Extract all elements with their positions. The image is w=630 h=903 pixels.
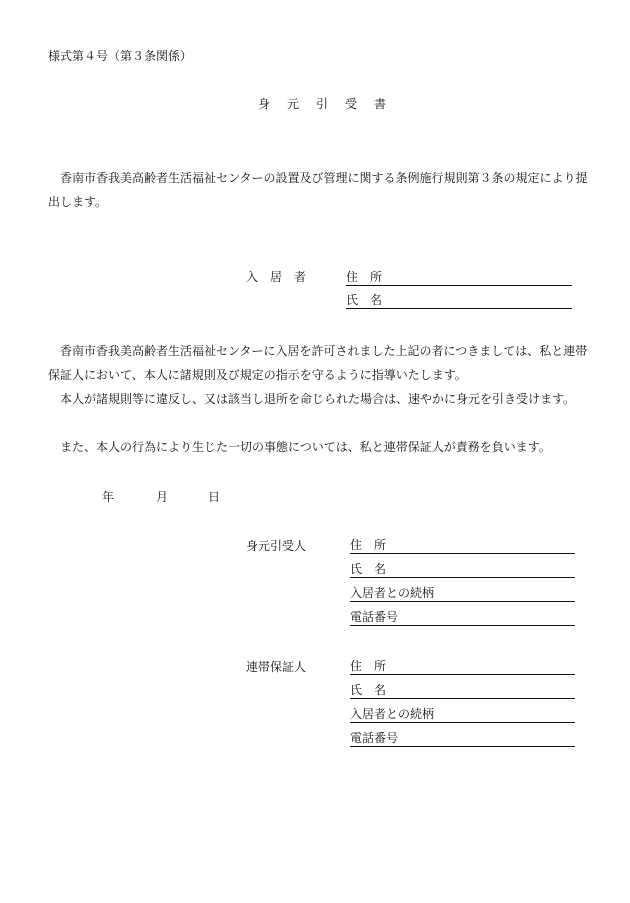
guarantor-label: 身元引受人 — [246, 539, 307, 553]
resident-label: 入 居 者 — [246, 270, 307, 284]
guarantor-address-field[interactable] — [350, 537, 575, 554]
joint-guarantor-name-field[interactable] — [350, 682, 575, 699]
date-day[interactable]: 日 — [208, 490, 221, 504]
resident-name-label: 氏 名 — [346, 293, 383, 307]
guarantor-relation-label: 入居者との続柄 — [350, 586, 435, 600]
joint-guarantor-address-label: 住 所 — [350, 659, 387, 673]
joint-guarantor-name-label: 氏 名 — [350, 683, 387, 697]
resident-name-field[interactable] — [346, 292, 572, 309]
body-paragraph-2: 本人が諸規則等に違反し、又は該当し退所を命じられた場合は、速やかに身元を引き受けます。 — [60, 392, 576, 406]
body-paragraph-3: また、本人の行為により生じた一切の事態については、私と連帯保証人が責務を負います。 — [60, 440, 551, 454]
joint-guarantor-relation-label: 入居者との続柄 — [350, 707, 435, 721]
guarantor-phone-label: 電話番号 — [350, 610, 399, 624]
guarantor-name-label: 氏 名 — [350, 562, 387, 576]
guarantor-name-field[interactable] — [350, 561, 575, 578]
intro-paragraph: 香南市香我美高齢者生活福祉センターの設置及び管理に関する条例施行規則第３条の規定により提出します。 — [48, 171, 588, 209]
body-paragraph-1: 香南市香我美高齢者生活福祉センターに入居を許可されました上記の者につきましては、私と連帯保証人において、本人に諸規則及び規定の指示を守るように指導いたします。 — [48, 344, 588, 382]
joint-guarantor-phone-label: 電話番号 — [350, 731, 399, 745]
date-month[interactable]: 月 — [156, 490, 169, 504]
form-number: 様式第４号（第３条関係） — [48, 49, 193, 63]
joint-guarantor-label: 連帯保証人 — [246, 660, 307, 674]
resident-address-field[interactable] — [346, 269, 572, 286]
guarantor-phone-field[interactable] — [350, 609, 575, 626]
guarantor-relation-field[interactable] — [350, 585, 575, 602]
resident-address-label: 住 所 — [346, 270, 383, 284]
joint-guarantor-phone-field[interactable] — [350, 730, 575, 747]
document-title: 身元引受書 — [258, 97, 404, 111]
joint-guarantor-relation-field[interactable] — [350, 706, 575, 723]
joint-guarantor-address-field[interactable] — [350, 658, 575, 675]
date-year[interactable]: 年 — [102, 490, 115, 504]
guarantor-address-label: 住 所 — [350, 538, 387, 552]
